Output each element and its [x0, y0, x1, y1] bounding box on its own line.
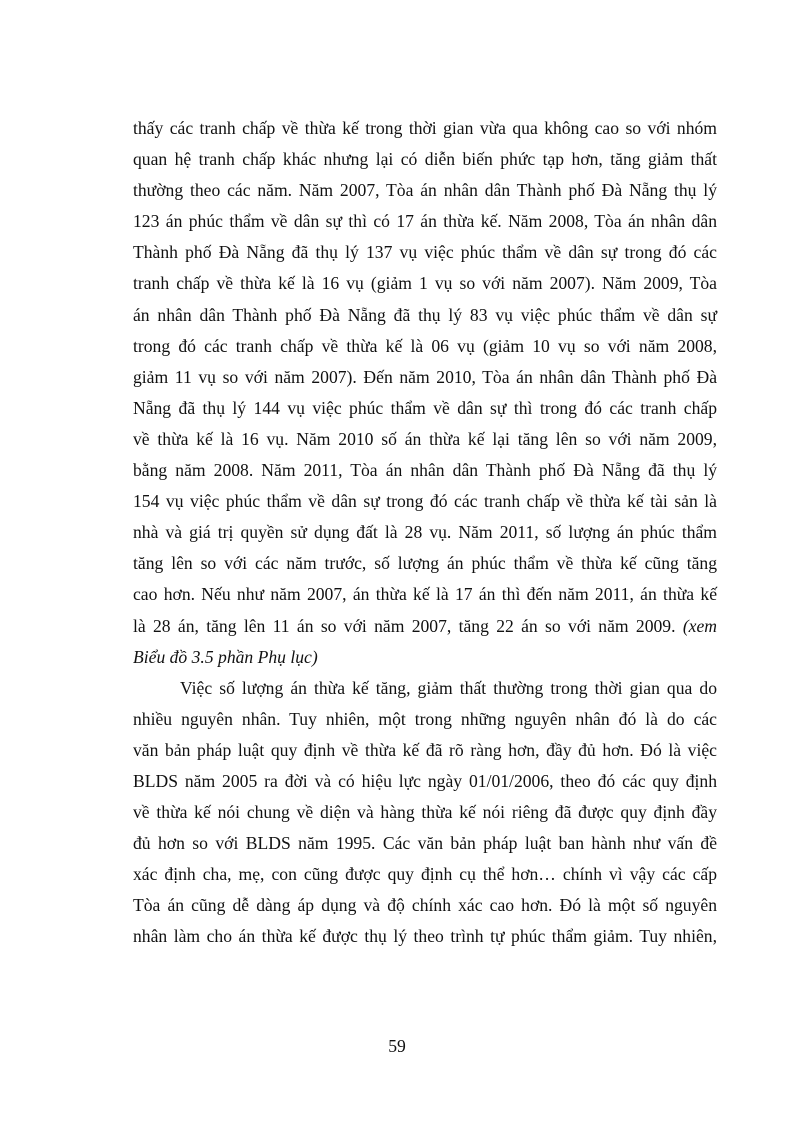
- text-line: về thừa kế là 16 vụ. Năm 2010 số án thừa kế lại tăng lên so với năm 2009,: [133, 428, 717, 449]
- text-line: BLDS năm 2005 ra đời và có hiệu lực ngày 01/01/2006, theo đó các quy định: [133, 770, 717, 791]
- text-line: trong đó các tranh chấp về thừa kế là 06 vụ (giảm 10 vụ so với năm 2008,: [133, 335, 717, 356]
- body-text: [133, 113, 717, 953]
- text-line: văn bản pháp luật quy định về thừa kế đã rõ ràng hơn, đầy đủ hơn. Đó là việc: [133, 739, 717, 760]
- text-line: về thừa kế nói chung về diện và hàng thừa kế nói riêng đã được quy định đầy: [133, 802, 717, 823]
- text-line: thường theo các năm. Năm 2007, Tòa án nhân dân Thành phố Đà Nẵng thụ lý: [133, 180, 717, 201]
- paragraph-2: [133, 673, 717, 953]
- text-line: quan hệ tranh chấp khác nhưng lại có diễn biến phức tạp hơn, tăng giảm thất: [133, 149, 717, 170]
- text-line: bằng năm 2008. Năm 2011, Tòa án nhân dân Thành phố Đà Nẵng đã thụ lý: [133, 460, 717, 481]
- paragraph-1: [133, 113, 717, 673]
- text-line: [133, 642, 717, 673]
- text-line: giảm 11 vụ so với năm 2007). Đến năm 2010, Tòa án nhân dân Thành phố Đà: [133, 366, 717, 387]
- text-line: Việc số lượng án thừa kế tăng, giảm thất thường trong thời gian qua do: [180, 677, 717, 698]
- text-line: Thành phố Đà Nẵng đã thụ lý 137 vụ việc phúc thẩm về dân sự trong đó các: [133, 242, 717, 263]
- text-line: án nhân dân Thành phố Đà Nẵng đã thụ lý 83 vụ việc phúc thẩm về dân sự: [133, 304, 717, 325]
- text-line: 154 vụ việc phúc thẩm về dân sự trong đó các tranh chấp về thừa kế tài sản là: [133, 491, 717, 512]
- line-text: là 28 án, tăng lên 11 án so với năm 2007, tăng 22 án so với năm 2009.: [133, 615, 683, 636]
- text-line: nhân làm cho án thừa kế được thụ lý theo trình tự phúc thẩm giảm. Tuy nhiên,: [133, 926, 717, 947]
- text-line: Nẵng đã thụ lý 144 vụ việc phúc thẩm về dân sự thì trong đó các tranh chấp: [133, 397, 717, 418]
- text-line: tăng lên so với các năm trước, số lượng án phúc thẩm về thừa kế cũng tăng: [133, 553, 717, 574]
- text-line: xác định cha, mẹ, con cũng được quy định cụ thể hơn… chính vì vậy các cấp: [133, 864, 717, 885]
- text-line: cao hơn. Nếu như năm 2007, án thừa kế là 17 án thì đến năm 2011, án thừa kế: [133, 584, 717, 605]
- text-line: đủ hơn so với BLDS năm 1995. Các văn bản pháp luật ban hành như vấn đề: [133, 833, 717, 854]
- text-line: [133, 611, 717, 642]
- page-number: 59: [388, 1036, 406, 1056]
- text-line: nhiều nguyên nhân. Tuy nhiên, một trong những nguyên nhân đó là do các: [133, 708, 717, 729]
- text-line: nhà và giá trị quyền sử dụng đất là 28 vụ. Năm 2011, số lượng án phúc thẩm: [133, 522, 717, 543]
- appendix-reference: Biểu đồ 3.5 phần Phụ lục): [133, 646, 318, 667]
- text-line: thấy các tranh chấp về thừa kế trong thời gian vừa qua không cao so với nhóm: [133, 118, 717, 138]
- text-line: 123 án phúc thẩm về dân sự thì có 17 án thừa kế. Năm 2008, Tòa án nhân dân: [133, 211, 717, 232]
- text-line: Tòa án cũng dễ dàng áp dụng và độ chính xác cao hơn. Đó là một số nguyên: [133, 895, 717, 916]
- appendix-reference-start: (xem: [682, 615, 717, 636]
- text-line: tranh chấp về thừa kế là 16 vụ (giảm 1 vụ so với năm 2007). Năm 2009, Tòa: [133, 273, 717, 294]
